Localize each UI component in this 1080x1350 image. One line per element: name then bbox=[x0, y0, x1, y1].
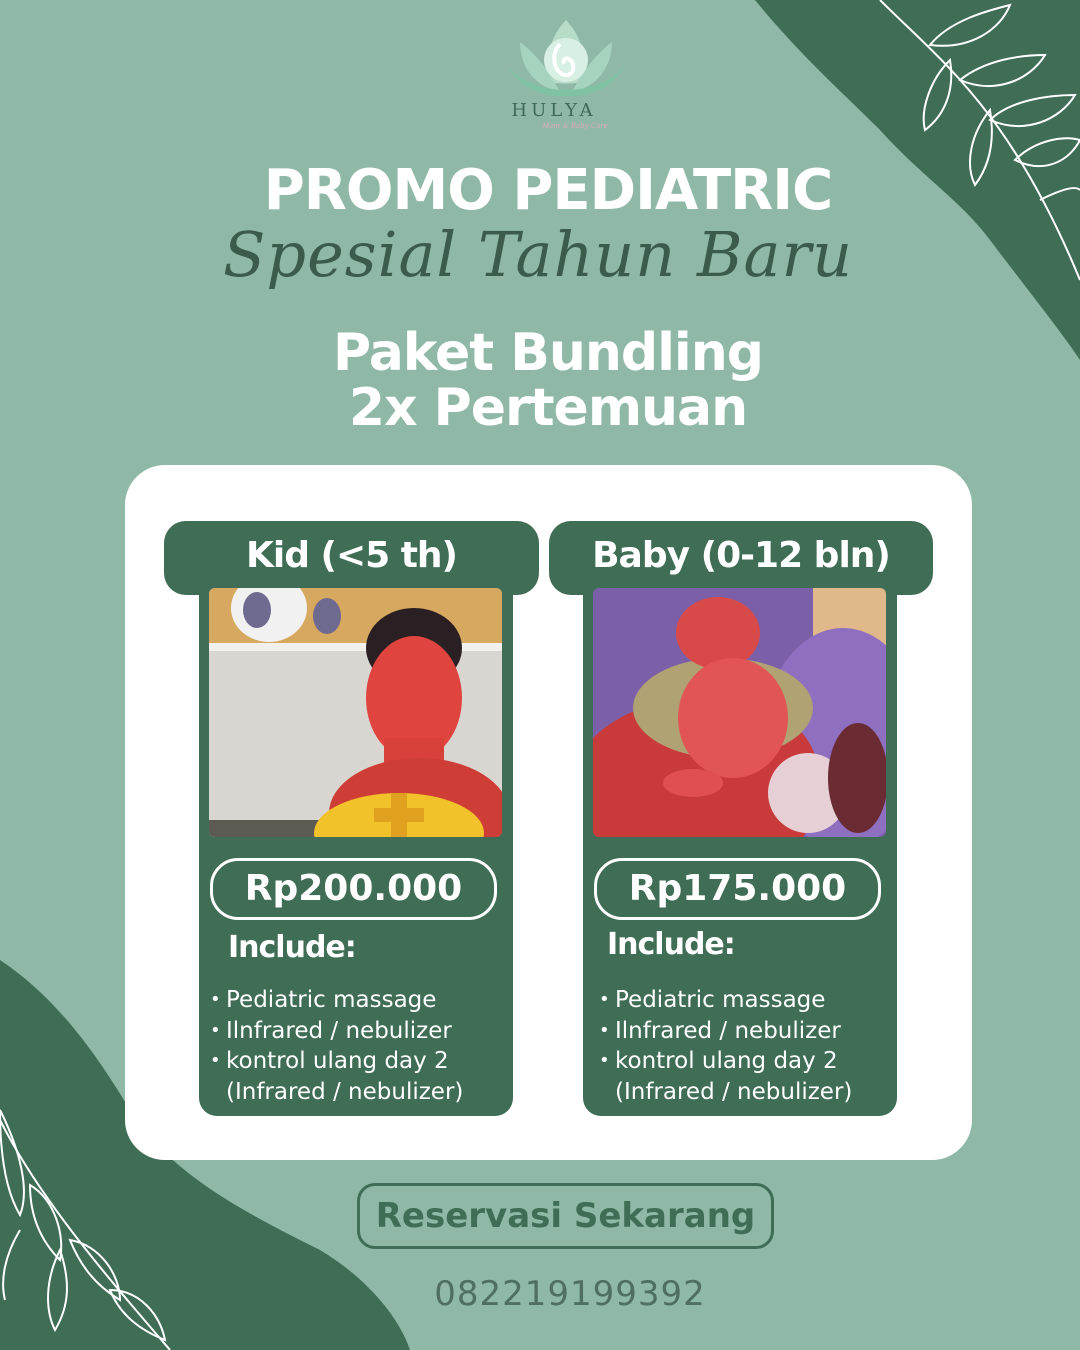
kid-photo bbox=[209, 588, 502, 837]
brand-tagline: Mom & Baby Care bbox=[542, 122, 608, 130]
list-item: • kontrol ulang day 2 bbox=[210, 1046, 463, 1077]
baby-photo bbox=[593, 588, 886, 837]
promo-title: PROMO PEDIATRIC bbox=[263, 158, 833, 223]
list-item: • Ilnfrared / nebulizer bbox=[210, 1016, 463, 1047]
bundle-subtitle-line1: Paket Bundling bbox=[332, 323, 763, 383]
kid-include-label: Include: bbox=[228, 930, 356, 965]
script-subtitle: Spesial Tahun Baru bbox=[222, 218, 854, 291]
baby-price-badge: Rp175.000 bbox=[594, 858, 881, 920]
brand-name: HULYA bbox=[511, 100, 597, 121]
list-item: (Infrared / nebulizer) bbox=[226, 1078, 464, 1105]
bundle-subtitle bbox=[0, 323, 1080, 438]
phone-number: 082219199392 bbox=[434, 1274, 706, 1314]
reservation-button[interactable]: Reservasi Sekarang bbox=[357, 1183, 774, 1249]
list-item: (Infrared / nebulizer) bbox=[615, 1078, 853, 1105]
kid-package-header: Kid (<5 th) bbox=[164, 521, 539, 595]
list-item: • Pediatric massage bbox=[210, 985, 463, 1016]
baby-include-list bbox=[599, 985, 852, 1107]
baby-package-header: Baby (0-12 bln) bbox=[549, 521, 933, 595]
list-item: • kontrol ulang day 2 bbox=[599, 1046, 852, 1077]
kid-include-list bbox=[210, 985, 463, 1107]
baby-include-label: Include: bbox=[607, 927, 735, 962]
kid-price-badge: Rp200.000 bbox=[210, 858, 497, 920]
list-item: • Pediatric massage bbox=[599, 985, 852, 1016]
list-item: • Ilnfrared / nebulizer bbox=[599, 1016, 852, 1047]
bundle-subtitle-line2: 2x Pertemuan bbox=[348, 378, 748, 438]
